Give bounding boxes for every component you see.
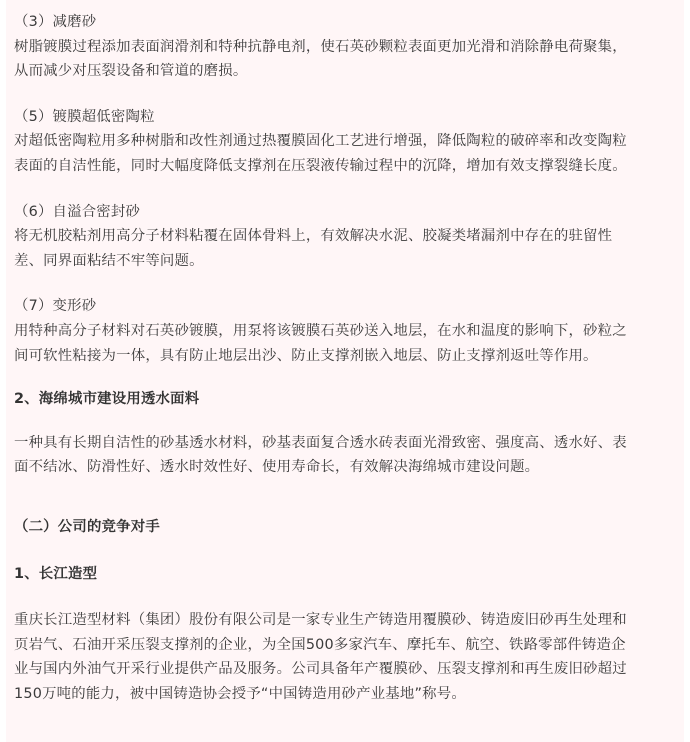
paragraph-line: 表面的自洁性能，同时大幅度降低支撑剂在压裂液传输过程中的沉降，增加有效支撑裂缝长度。	[14, 157, 627, 174]
spacer	[14, 368, 676, 387]
article-content	[8, 10, 682, 706]
paragraph-line: 将无机胶粘剂用高分子材料粘覆在固体骨料上，有效解决水泥、胶凝类堵漏剂中存在的驻留性	[14, 228, 613, 245]
spacer	[14, 412, 676, 431]
paragraph-line: 重庆长江造型材料（集团）股份有限公司是一家专业生产铸造用覆膜砂、铸造废旧砂再生处理和	[14, 612, 627, 629]
spacer	[14, 480, 676, 515]
paragraph-line: 150万吨的能力，被中国铸造协会授予“中国铸造用砂产业基地”称号。	[14, 685, 466, 702]
paragraph-line: 业与国内外油气开采行业提供产品及服务。公司具备年产覆膜砂、压裂支撑剂和再生废旧砂超过	[14, 661, 627, 678]
section-paragraph	[14, 224, 676, 273]
section-paragraph	[14, 319, 676, 368]
paragraph-line: 用特种高分子材料对石英砂镀膜，用泵将该镀膜石英砂送入地层，在水和温度的影响下，砂粒之	[14, 322, 627, 339]
changjiang-title: 1、长江造型	[14, 565, 98, 582]
section-paragraph	[14, 35, 676, 84]
section-heading: （3）减磨砂	[14, 14, 97, 30]
section-heading: （6）自溢合密封砂	[14, 203, 141, 220]
section-heading: （7）变形砂	[14, 298, 97, 315]
competition-title: （二）公司的竞争对手	[14, 518, 160, 535]
paragraph-line: 从而减少对压裂设备和管道的磨损。	[14, 63, 248, 80]
paragraph-line: 间可软性粘接为一体，具有防止地层出沙、防止支撑剂嵌入地层、防止支撑剂返吐等作用。	[14, 347, 598, 364]
paragraph-line: 面不结冰、防滑性好、透水时效性好、使用寿命长，有效解决海绵城市建设问题。	[14, 459, 540, 476]
spacer	[14, 540, 676, 562]
section-heading: （5）镀膜超低密陶粒	[14, 108, 155, 125]
section-deformable-sand	[14, 294, 676, 368]
paragraph-line: 树脂镀膜过程添加表面润滑剂和特种抗静电剂，使石英砂颗粒表面更加光滑和消除静电荷聚集，	[14, 38, 627, 55]
section-self-sealing-sand	[14, 200, 676, 274]
paragraph-line: 页岩气、石油开采压裂支撑剂的企业，为全国500多家汽车、摩托车、航空、铁路零部件铸造企	[14, 636, 626, 653]
sponge-city-paragraph	[14, 431, 676, 480]
spacer	[14, 586, 676, 608]
sponge-city-title: 2、海绵城市建设用透水面料	[14, 391, 200, 408]
section-paragraph	[14, 129, 676, 178]
section-coated-low-density-ceramsite	[14, 105, 676, 179]
paragraph-line: 差、同界面粘结不牢等问题。	[14, 252, 204, 269]
paragraph-line: 一种具有长期自洁性的砂基透水材料，砂基表面复合透水砖表面光滑致密、强度高、透水好、表	[14, 434, 627, 451]
section-anti-wear-sand	[14, 10, 676, 84]
changjiang-paragraph	[14, 608, 676, 706]
paragraph-line: 对超低密陶粒用多种树脂和改性剂通过热覆膜固化工艺进行增强，降低陶粒的破碎率和改变陶粒	[14, 133, 627, 150]
